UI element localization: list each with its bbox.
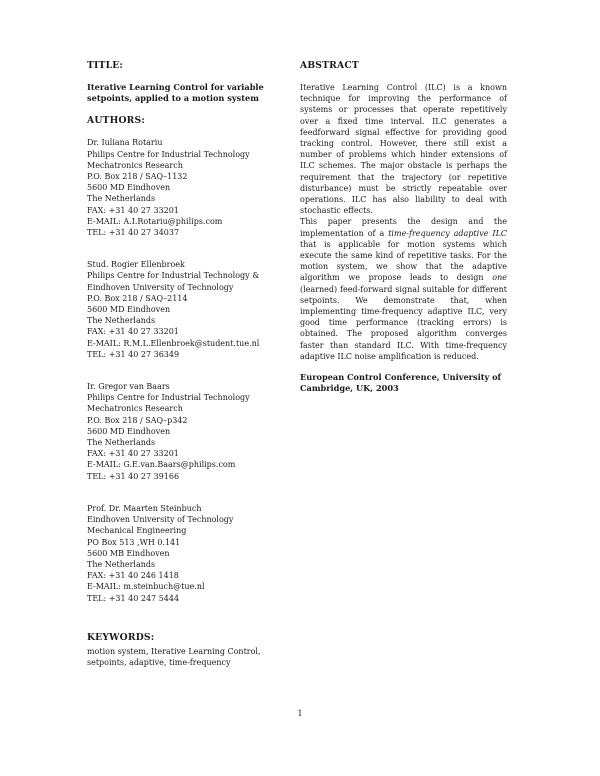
author-line: 5600 MD Eindhoven <box>87 426 171 436</box>
author-line: Dr. Iuliana Rotariu <box>87 138 163 148</box>
author-line: Mechanical Engineering <box>87 526 187 536</box>
author-line: P.O. Box 218 / SAQ–p342 <box>87 415 188 425</box>
left-column <box>87 60 292 668</box>
author-line: Ir. Gregor van Baars <box>87 382 170 392</box>
right-column <box>300 60 507 394</box>
author-line: TEL: +31 40 247 5444 <box>87 593 180 603</box>
abstract-p2-text: that is applicable for motion systems which execute the same kind of repetitive tasks. For the motion system, we show that the adaptive algorithm we propose leads to design <box>300 239 507 283</box>
abstract-paragraph-2 <box>300 216 507 362</box>
keywords: motion system, Iterative Learning Control, setpoints, adaptive, time-frequency <box>87 646 261 667</box>
conference: European Control Conference, University of Cambridge, UK, 2003 <box>300 372 502 394</box>
author-line: P.O. Box 218 / SAQ–2114 <box>87 293 188 303</box>
author-block <box>87 503 292 604</box>
author-line: TEL: +31 40 27 36349 <box>87 349 180 359</box>
author-line: 5600 MB Eindhoven <box>87 548 170 558</box>
author-line: The Netherlands <box>87 438 156 448</box>
author-line: E-MAIL: m.steinbuch@tue.nl <box>87 582 205 592</box>
authors-list <box>87 137 292 603</box>
author-line: 5600 MD Eindhoven <box>87 183 171 193</box>
authors-heading: AUTHORS: <box>87 115 145 127</box>
abstract-p2-emphasis: one <box>492 273 507 283</box>
author-block <box>87 137 292 238</box>
author-block <box>87 381 292 482</box>
author-line: Prof. Dr. Maarten Steinbuch <box>87 503 202 513</box>
author-line: TEL: +31 40 27 34037 <box>87 228 180 238</box>
page-number: 1 <box>297 709 303 718</box>
author-line: PO Box 513 ,WH 0.141 <box>87 537 181 547</box>
author-line: E-MAIL: R.M.L.Ellenbroek@student.tue.nl <box>87 338 260 348</box>
author-line: The Netherlands <box>87 194 156 204</box>
author-line: Eindhoven University of Technology <box>87 282 234 292</box>
abstract-p2-text: (learned) feed-forward signal suitable for different setpoints. We demonstrate that, when implementing time-frequency adaptive ILC, very good time performance (tracking errors) is obtained. The proposed algorithm converges faster than standard ILC. With time-frequency adaptive ILC noise amplification is reduced. <box>300 284 507 361</box>
author-line: E-MAIL: A.I.Rotariu@philips.com <box>87 216 223 226</box>
author-line: Mechatronics Research <box>87 404 183 414</box>
abstract-paragraph-1: Iterative Learning Control (ILC) is a known technique for improving the performance of systems or processes that operate repetitively over a fixed time interval. ILC generates a feedforward signal effective for providing good tracking control. However, there still exist a number of problems which hinder extensions of ILC schemes. The major obstacle is perhaps the requirement that the trajectory (or repetitive disturbance) must be strictly repeatable over operations. ILC has also liability to deal with stochastic effects. <box>300 83 507 216</box>
author-line: FAX: +31 40 27 33201 <box>87 327 179 337</box>
author-line: FAX: +31 40 246 1418 <box>87 571 179 581</box>
author-line: E-MAIL: G.E.van.Baars@philips.com <box>87 460 236 470</box>
author-line: Eindhoven University of Technology <box>87 515 234 525</box>
abstract-p2-text: This paper presents the design and the implementation of a <box>300 217 507 238</box>
abstract-p2-emphasis: time-frequency adaptive ILC <box>388 228 508 238</box>
author-block <box>87 259 292 360</box>
author-line: FAX: +31 40 27 33201 <box>87 205 179 215</box>
keywords-heading: KEYWORDS: <box>87 631 155 643</box>
title-heading: TITLE: <box>87 60 124 71</box>
abstract-heading: ABSTRACT <box>300 60 359 71</box>
author-line: Mechatronics Research <box>87 160 183 170</box>
author-line: TEL: +31 40 27 39166 <box>87 471 180 481</box>
author-line: Philips Centre for Industrial Technology & <box>87 271 260 281</box>
author-line: Philips Centre for Industrial Technology <box>87 149 250 159</box>
author-line: FAX: +31 40 27 33201 <box>87 449 179 459</box>
author-line: Stud. Rogier Ellenbroek <box>87 260 185 270</box>
author-line: 5600 MD Eindhoven <box>87 305 171 315</box>
paper-title: Iterative Learning Control for variable setpoints, applied to a motion system <box>87 82 264 104</box>
author-line: The Netherlands <box>87 559 156 569</box>
author-line: The Netherlands <box>87 316 156 326</box>
author-line: P.O. Box 218 / SAQ–1132 <box>87 172 188 182</box>
author-line: Philips Centre for Industrial Technology <box>87 393 250 403</box>
